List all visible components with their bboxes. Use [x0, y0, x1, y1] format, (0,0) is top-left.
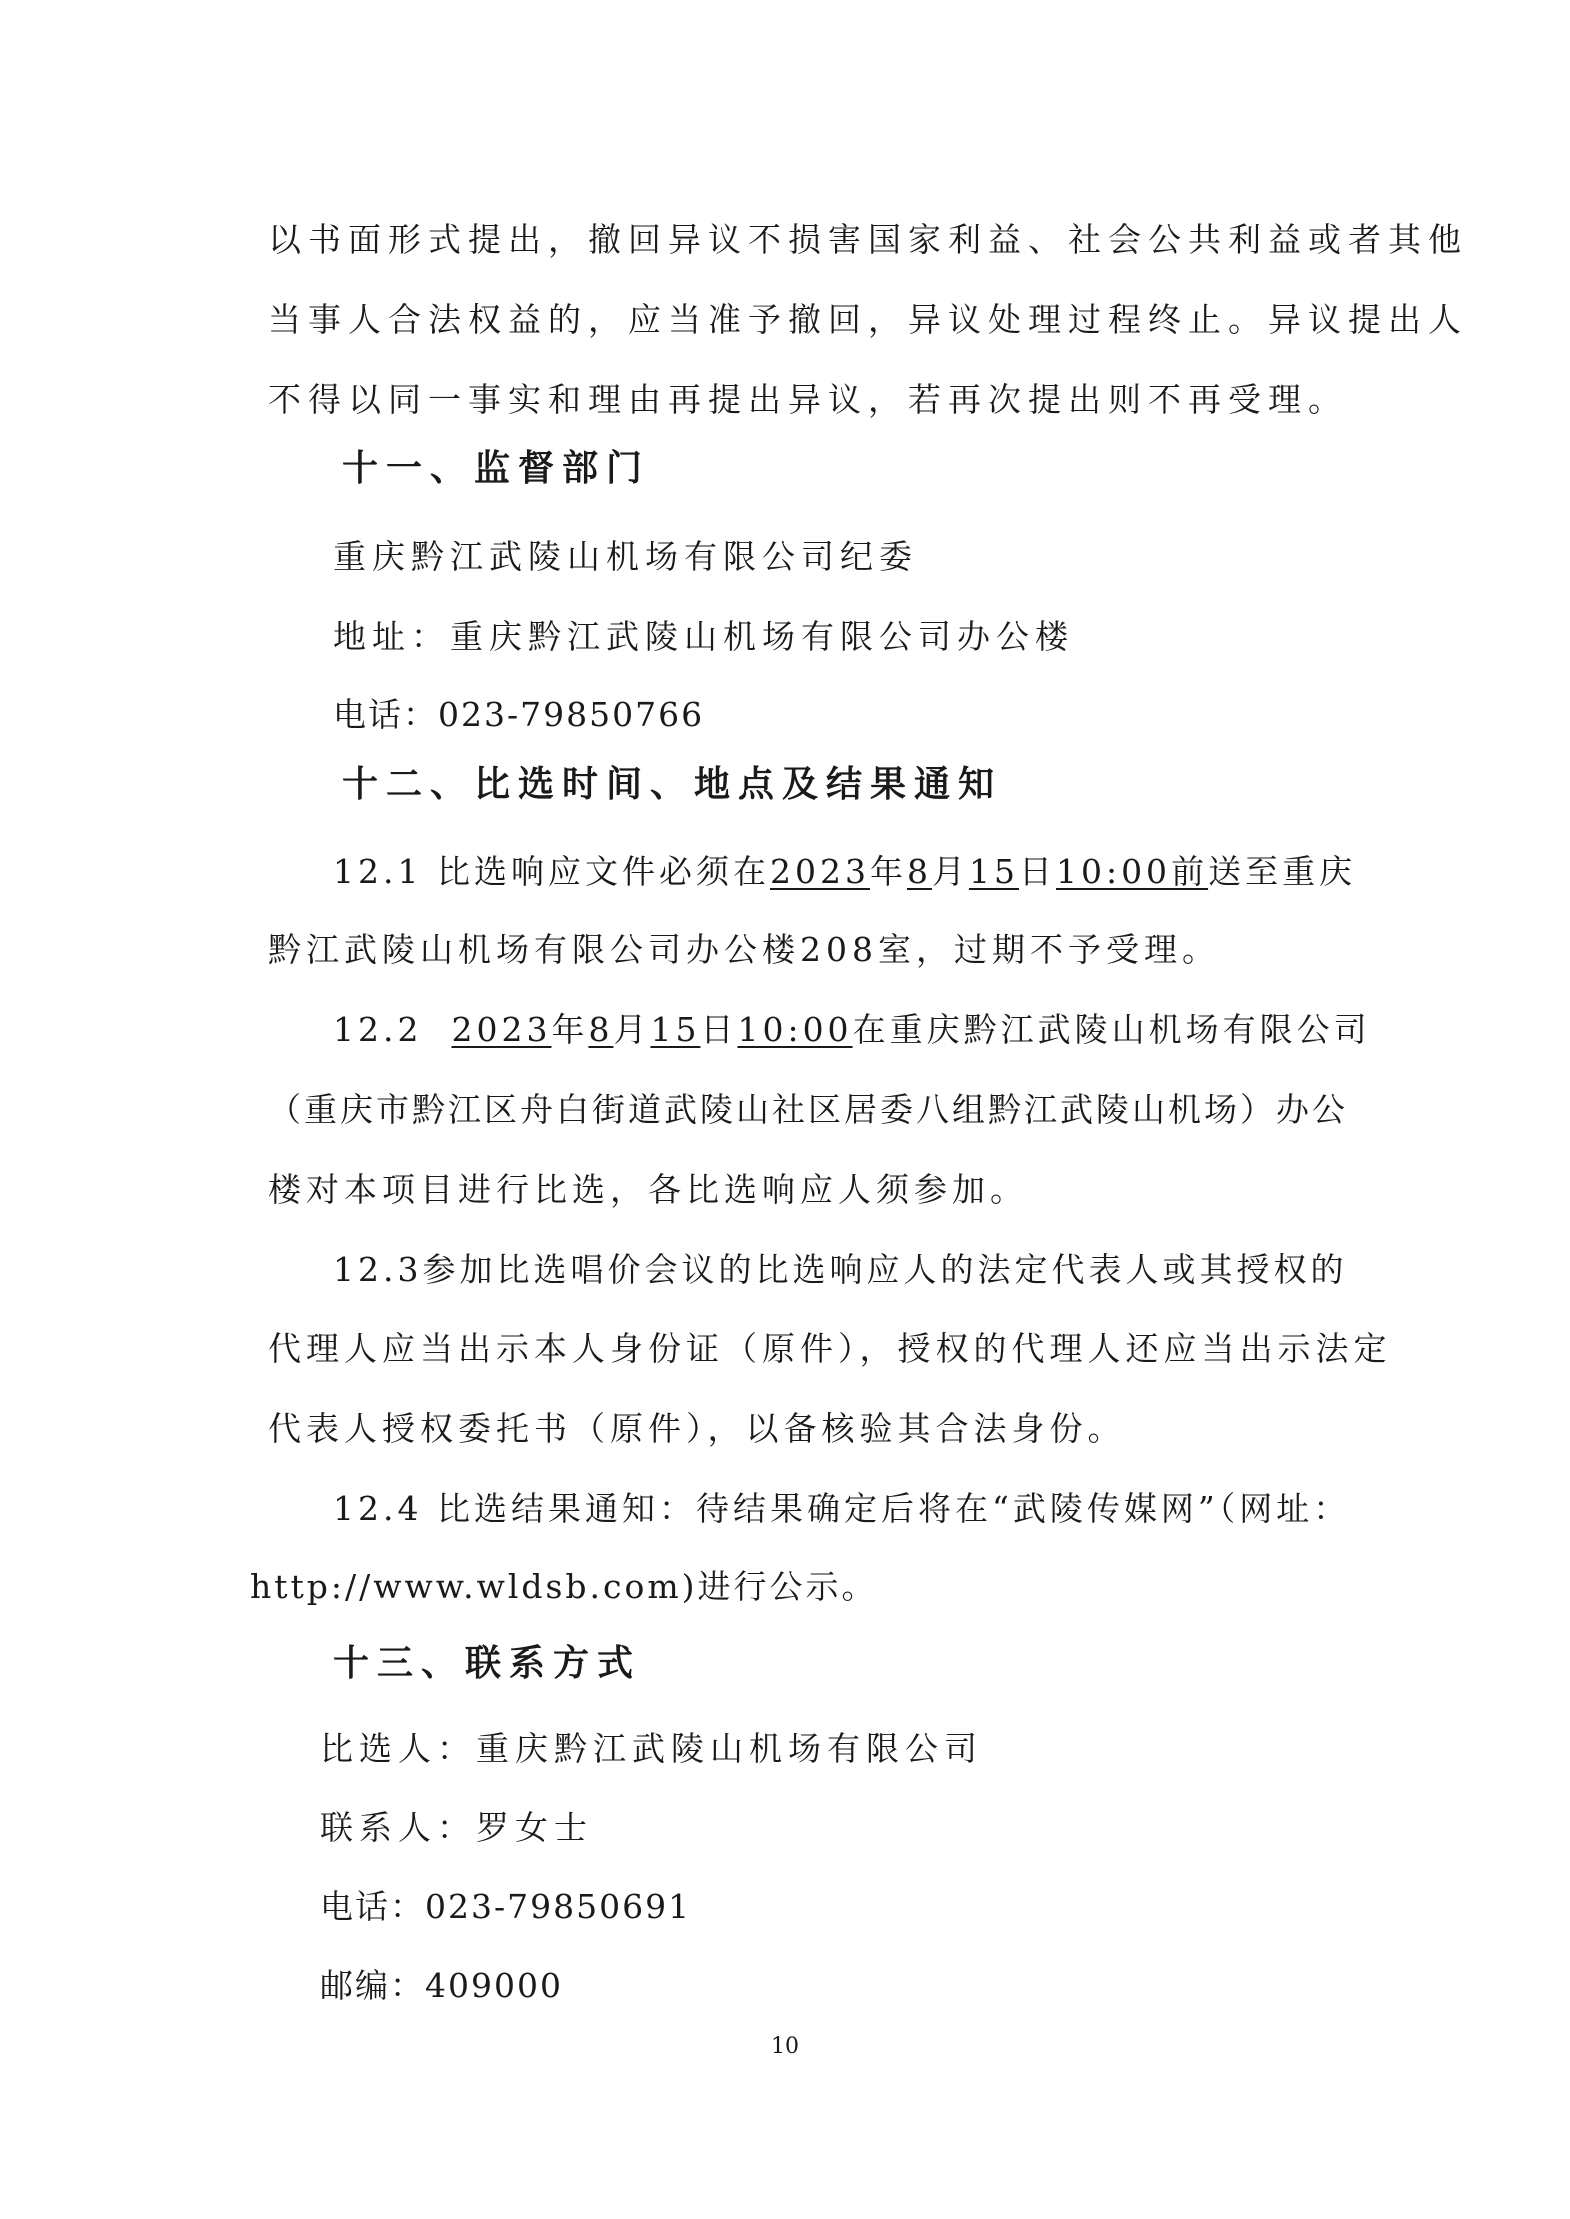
clause-12-3-line2: 代理人应当出示本人身份证（原件），授权的代理人还应当出示法定: [268, 1329, 1392, 1368]
clause-12-2-rest: 在重庆黔江武陵山机场有限公司: [852, 1010, 1371, 1049]
supervision-phone: 电话：023-79850766: [333, 695, 705, 734]
clause-12-3-line3: 代表人授权委托书（原件），以备核验其合法身份。: [268, 1409, 1126, 1448]
clause-12-1-intro: 12.1 比选响应文件必须在: [333, 852, 770, 891]
day-unit: 日: [1018, 852, 1056, 891]
paragraph-line: 不得以同一事实和理由再提出异议，若再次提出则不再受理。: [268, 380, 1348, 419]
clause-12-1-line2: 黔江武陵山机场有限公司办公楼208室，过期不予受理。: [268, 930, 1220, 969]
deadline-day: 15: [968, 852, 1019, 891]
deadline-month: 8: [906, 852, 932, 891]
deadline-time: 10:00: [1055, 852, 1172, 891]
section-heading-time-place: 十二、比选时间、地点及结果通知: [342, 764, 1003, 805]
clause-12-2-line1: [333, 1008, 1371, 1052]
deadline-before: 前: [1171, 852, 1209, 891]
clause-12-2-line2: （重庆市黔江区舟白街道武陵山社区居委八组黔江武陵山机场）办公: [268, 1090, 1348, 1129]
section-heading-contact: 十三、联系方式: [333, 1643, 642, 1684]
contact-postcode: 邮编：409000: [320, 1966, 563, 2005]
day-unit: 日: [700, 1010, 738, 1049]
month-unit: 月: [613, 1010, 651, 1049]
year-unit: 年: [551, 1010, 589, 1049]
paragraph-line: 以书面形式提出，撤回异议不损害国家利益、社会公共利益或者其他: [268, 220, 1468, 259]
clause-12-1-rest: 送至重庆: [1208, 852, 1357, 891]
supervision-address: 地址：重庆黔江武陵山机场有限公司办公楼: [333, 617, 1074, 656]
meeting-time: 10:00: [737, 1010, 853, 1049]
page-number: 10: [771, 2034, 799, 2059]
clause-12-2-num: 12.2: [333, 1010, 423, 1049]
clause-12-1-line1: [333, 850, 1356, 894]
deadline-year: 2023: [769, 852, 870, 891]
paragraph-line: 当事人合法权益的，应当准予撤回，异议处理过程终止。异议提出人: [268, 300, 1468, 339]
meeting-year: 2023: [451, 1010, 552, 1049]
year-unit: 年: [869, 852, 907, 891]
contact-phone: 电话：023-79850691: [320, 1887, 692, 1926]
contact-person: 联系人：罗女士: [320, 1808, 593, 1847]
clause-12-3-line1: 12.3参加比选唱价会议的比选响应人的法定代表人或其授权的: [333, 1250, 1348, 1289]
clause-12-4-line1: 12.4 比选结果通知：待结果确定后将在“武陵传媒网”（网址：: [333, 1489, 1351, 1528]
meeting-month: 8: [588, 1010, 614, 1049]
month-unit: 月: [931, 852, 969, 891]
contact-selector: 比选人：重庆黔江武陵山机场有限公司: [320, 1729, 983, 1768]
section-heading-supervision: 十一、监督部门: [342, 448, 651, 489]
clause-12-4-line2: http://www.wldsb.com)进行公示。: [250, 1567, 878, 1606]
meeting-day: 15: [650, 1010, 701, 1049]
supervision-org: 重庆黔江武陵山机场有限公司纪委: [333, 537, 918, 576]
clause-12-2-line3: 楼对本项目进行比选，各比选响应人须参加。: [268, 1170, 1028, 1209]
